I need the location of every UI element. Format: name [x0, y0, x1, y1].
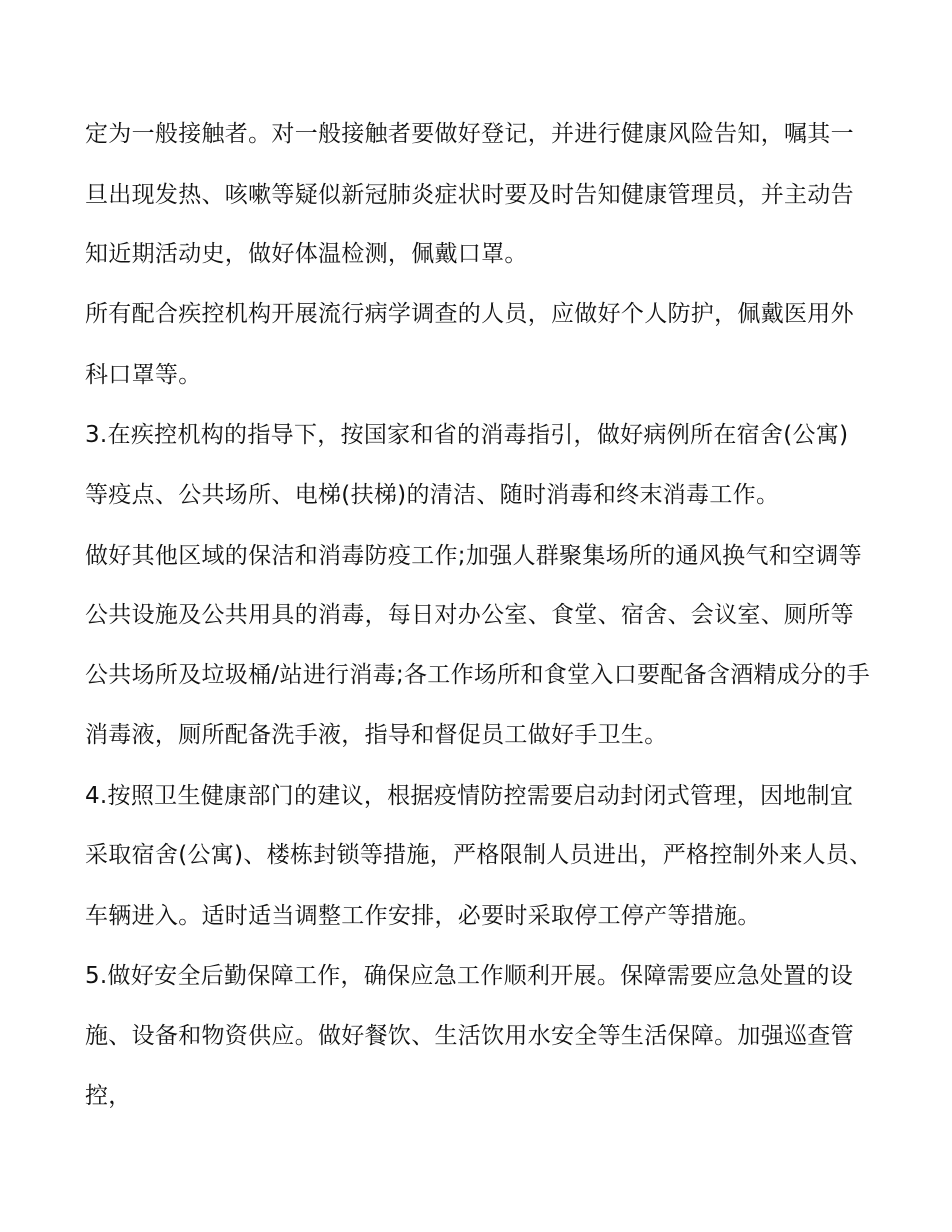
text-line: 公共场所及垃圾桶/站进行消毒;各工作场所和食堂入口要配备含酒精成分的手: [85, 662, 870, 688]
text-line: 3.在疾控机构的指导下，按国家和省的消毒指引，做好病例所在宿舍(公寓): [85, 422, 849, 448]
text-line: 定为一般接触者。对一般接触者要做好登记，并进行健康风险告知，嘱其一: [85, 121, 854, 147]
text-line: 采取宿舍(公寓)、楼栋封锁等措施，严格限制人员进出，严格控制外来人员、: [85, 842, 873, 868]
text-line: 4.按照卫生健康部门的建议，根据疫情防控需要启动封闭式管理，因地制宜: [85, 783, 854, 809]
text-line: 旦出现发热、咳嗽等疑似新冠肺炎症状时要及时告知健康管理员，并主动告: [85, 182, 854, 208]
text-line: 所有配合疾控机构开展流行病学调查的人员，应做好个人防护，佩戴医用外: [85, 301, 854, 327]
text-line: 科口罩等。: [85, 362, 202, 388]
text-line: 消毒液，厕所配备洗手液，指导和督促员工做好手卫生。: [85, 722, 668, 748]
text-line: 控，: [85, 1083, 132, 1109]
text-line: 公共设施及公共用具的消毒，每日对办公室、食堂、宿舍、会议室、厕所等: [85, 602, 854, 628]
text-line: 车辆进入。适时适当调整工作安排，必要时采取停工停产等措施。: [85, 903, 761, 929]
text-line: 等疫点、公共场所、电梯(扶梯)的清洁、随时消毒和终末消毒工作。: [85, 482, 780, 508]
text-line: 施、设备和物资供应。做好餐饮、生活饮用水安全等生活保障。加强巡查管: [85, 1023, 854, 1049]
text-line: 做好其他区域的保洁和消毒防疫工作;加强人群聚集场所的通风换气和空调等: [85, 543, 862, 569]
text-line: 知近期活动史，做好体温检测，佩戴口罩。: [85, 241, 528, 267]
text-line: 5.做好安全后勤保障工作，确保应急工作顺利开展。保障需要应急处置的设: [85, 963, 854, 989]
